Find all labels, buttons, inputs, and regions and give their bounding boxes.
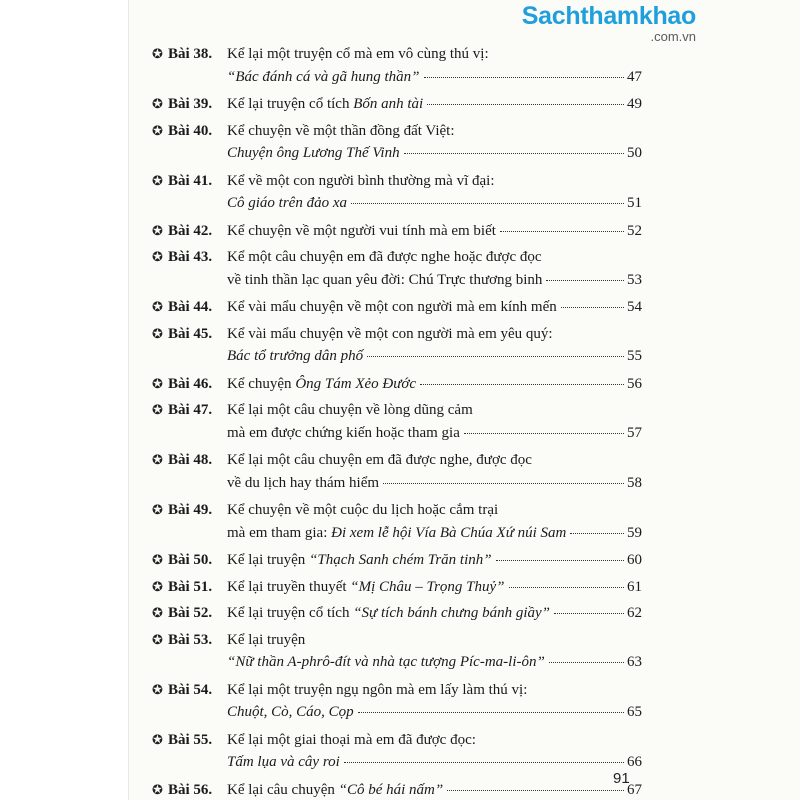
toc-entry (152, 448, 642, 498)
toc-entry-continuation-line (152, 422, 642, 446)
dot-leader (500, 231, 624, 232)
toc-entry-continuation-line (152, 269, 642, 293)
watermark-domain: .com.vn (496, 30, 696, 43)
star-bullet-icon: ✪ (152, 601, 168, 625)
lesson-story-title: “Cô bé hái nấm” (339, 782, 444, 798)
lesson-title (227, 701, 354, 725)
toc-entry-continuation-line (152, 192, 642, 216)
lesson-label: Bài 40. (168, 120, 227, 144)
dot-leader (358, 712, 624, 713)
toc-entry-first-line (152, 498, 642, 522)
toc-entry-continuation-line (152, 66, 642, 90)
toc-page-number: 56 (626, 373, 642, 397)
toc-entry (152, 728, 642, 778)
lesson-title (227, 373, 416, 397)
lesson-title-text: Kể chuyện về một thần đồng đất Việt: (227, 123, 455, 139)
lesson-title-prefix: Kể lại câu chuyện (227, 782, 339, 798)
toc-page-number: 52 (626, 220, 642, 244)
lesson-title (227, 220, 496, 244)
toc-entry-first-line (152, 448, 642, 472)
lesson-title (227, 779, 443, 803)
dot-leader (561, 307, 624, 308)
toc-entry (152, 398, 642, 448)
lesson-title (227, 422, 460, 446)
dot-leader (420, 384, 624, 385)
toc-entry-first-line (152, 119, 642, 143)
lesson-title-text: Kể lại một truyện ngụ ngôn mà em lấy làm thú vị: (227, 682, 527, 698)
toc-entry (152, 678, 642, 728)
lesson-title-text: mà em được chứng kiến hoặc tham gia (227, 425, 460, 441)
lesson-label: Bài 46. (168, 373, 227, 397)
lesson-title (227, 192, 347, 216)
lesson-title (227, 449, 532, 473)
toc-page-number: 66 (626, 751, 642, 775)
toc-entry-first-line (152, 575, 642, 599)
lesson-label: Bài 56. (168, 779, 227, 803)
lesson-label: Bài 39. (168, 93, 227, 117)
lesson-title (227, 66, 420, 90)
star-bullet-icon: ✪ (152, 169, 168, 193)
star-bullet-icon: ✪ (152, 778, 168, 802)
toc-page-number: 58 (626, 472, 642, 496)
toc-page-number: 57 (626, 422, 642, 446)
lesson-title (227, 729, 476, 753)
toc-page-number: 61 (626, 576, 642, 600)
toc-entry (152, 372, 642, 399)
dot-leader (509, 587, 624, 588)
lesson-title-prefix: Kể lại truyện (227, 552, 309, 568)
lesson-story-title: “Mị Châu – Trọng Thuỷ” (350, 579, 504, 595)
lesson-title (227, 142, 400, 166)
toc-entry (152, 575, 642, 602)
toc-entry-first-line (152, 548, 642, 572)
star-bullet-icon: ✪ (152, 322, 168, 346)
dot-leader (447, 790, 624, 791)
toc-entry-first-line (152, 728, 642, 752)
lesson-label: Bài 49. (168, 499, 227, 523)
star-bullet-icon: ✪ (152, 245, 168, 269)
lesson-title (227, 472, 379, 496)
lesson-label: Bài 38. (168, 43, 227, 67)
toc-entry (152, 601, 642, 628)
star-bullet-icon: ✪ (152, 219, 168, 243)
toc-entry-continuation-line (152, 751, 642, 775)
lesson-story-title: “Bác đánh cá và gã hung thần” (227, 69, 420, 85)
toc-page-number: 49 (626, 93, 642, 117)
toc-entry-first-line (152, 778, 642, 802)
lesson-title (227, 43, 489, 67)
star-bullet-icon: ✪ (152, 678, 168, 702)
lesson-title-prefix: Kể lại truyền thuyết (227, 579, 350, 595)
star-bullet-icon: ✪ (152, 92, 168, 116)
toc-entry (152, 498, 642, 548)
lesson-story-title: “Sự tích bánh chưng bánh giầy” (353, 605, 550, 621)
lesson-story-title: Bác tổ trưởng dân phố (227, 348, 363, 364)
star-bullet-icon: ✪ (152, 575, 168, 599)
toc-entry-continuation-line (152, 651, 642, 675)
toc-page-number: 59 (626, 522, 642, 546)
toc-entry-continuation-line (152, 345, 642, 369)
lesson-title (227, 269, 542, 293)
toc-entry-continuation-line (152, 142, 642, 166)
table-of-contents (152, 42, 642, 804)
lesson-story-title: Chuột, Cò, Cáo, Cọp (227, 704, 354, 720)
lesson-story-title: Chuyện ông Lương Thế Vinh (227, 145, 400, 161)
lesson-title-text: Kể chuyện về một người vui tính mà em biết (227, 223, 496, 239)
star-bullet-icon: ✪ (152, 398, 168, 422)
lesson-title-prefix: Kể lại truyện cổ tích (227, 96, 353, 112)
lesson-title-text: Kể lại truyện (227, 632, 305, 648)
toc-entry-first-line (152, 295, 642, 319)
lesson-label: Bài 42. (168, 220, 227, 244)
star-bullet-icon: ✪ (152, 628, 168, 652)
toc-entry (152, 322, 642, 372)
toc-entry-continuation-line (152, 701, 642, 725)
lesson-title-prefix: Kể chuyện (227, 376, 295, 392)
lesson-label: Bài 43. (168, 246, 227, 270)
lesson-label: Bài 47. (168, 399, 227, 423)
watermark-brand: Sachthamkhao (496, 4, 696, 29)
dot-leader (496, 560, 624, 561)
dot-leader (464, 433, 624, 434)
toc-entry (152, 219, 642, 246)
lesson-title-text: Kể lại một câu chuyện em đã được nghe, được đọc (227, 452, 532, 468)
toc-entry-first-line (152, 42, 642, 66)
lesson-label: Bài 51. (168, 576, 227, 600)
lesson-label: Bài 44. (168, 296, 227, 320)
toc-entry-first-line (152, 92, 642, 116)
dot-leader (546, 280, 624, 281)
dot-leader (344, 762, 624, 763)
lesson-title (227, 296, 557, 320)
dot-leader (424, 77, 625, 78)
lesson-story-title: Đi xem lễ hội Vía Bà Chúa Xứ núi Sam (331, 525, 566, 541)
dot-leader (549, 662, 624, 663)
toc-entry (152, 119, 642, 169)
toc-entry (152, 92, 642, 119)
dot-leader (383, 483, 624, 484)
star-bullet-icon: ✪ (152, 42, 168, 66)
lesson-title (227, 576, 505, 600)
lesson-title-text: Kể lại một truyện cổ mà em vô cùng thú vị: (227, 46, 489, 62)
lesson-title (227, 651, 545, 675)
star-bullet-icon: ✪ (152, 119, 168, 143)
lesson-label: Bài 50. (168, 549, 227, 573)
toc-entry-first-line (152, 372, 642, 396)
toc-page-number: 53 (626, 269, 642, 293)
lesson-title (227, 751, 340, 775)
lesson-label: Bài 52. (168, 602, 227, 626)
toc-entry-first-line (152, 628, 642, 652)
lesson-title (227, 629, 305, 653)
toc-entry (152, 42, 642, 92)
toc-entry-first-line (152, 601, 642, 625)
toc-entry (152, 245, 642, 295)
toc-page-number: 55 (626, 345, 642, 369)
toc-entry (152, 548, 642, 575)
lesson-title-prefix: Kể lại truyện cổ tích (227, 605, 353, 621)
toc-page-number: 65 (626, 701, 642, 725)
lesson-label: Bài 54. (168, 679, 227, 703)
toc-page-number: 54 (626, 296, 642, 320)
toc-entry-first-line (152, 169, 642, 193)
toc-entry-continuation-line (152, 522, 642, 546)
lesson-story-title: Cô giáo trên đảo xa (227, 195, 347, 211)
toc-entry (152, 295, 642, 322)
lesson-title (227, 323, 553, 347)
toc-page-number: 51 (626, 192, 642, 216)
star-bullet-icon: ✪ (152, 498, 168, 522)
toc-page-number: 60 (626, 549, 642, 573)
lesson-title (227, 522, 566, 546)
star-bullet-icon: ✪ (152, 548, 168, 572)
watermark-logo (496, 4, 696, 43)
lesson-title (227, 399, 473, 423)
toc-page-number: 62 (626, 602, 642, 626)
dot-leader (427, 104, 624, 105)
lesson-story-title: Bốn anh tài (353, 96, 423, 112)
toc-entry (152, 628, 642, 678)
star-bullet-icon: ✪ (152, 728, 168, 752)
dot-leader (570, 533, 624, 534)
lesson-story-title: “Thạch Sanh chém Trăn tinh” (309, 552, 492, 568)
toc-page-number: 67 (626, 779, 642, 803)
lesson-label: Bài 41. (168, 170, 227, 194)
lesson-title (227, 170, 495, 194)
lesson-title-text: Kể vài mẩu chuyện về một con người mà em kính mến (227, 299, 557, 315)
lesson-title-text: Kể lại một câu chuyện về lòng dũng cảm (227, 402, 473, 418)
lesson-label: Bài 45. (168, 323, 227, 347)
lesson-title-text: về tinh thần lạc quan yêu đời: Chú Trực thương binh (227, 272, 542, 288)
toc-page-number: 47 (626, 66, 642, 90)
lesson-title (227, 602, 550, 626)
lesson-title (227, 120, 455, 144)
toc-entry-first-line (152, 245, 642, 269)
toc-entry (152, 778, 642, 804)
toc-entry (152, 169, 642, 219)
lesson-title-prefix: mà em tham gia: (227, 525, 331, 541)
lesson-title-text: Kể vài mẩu chuyện về một con người mà em yêu quý: (227, 326, 553, 342)
toc-entry-continuation-line (152, 472, 642, 496)
lesson-story-title: “Nữ thần A-phrô-đít và nhà tạc tượng Píc-ma-li-ôn” (227, 654, 545, 670)
lesson-title-text: Kể một câu chuyện em đã được nghe hoặc được đọc (227, 249, 542, 265)
dot-leader (351, 203, 624, 204)
star-bullet-icon: ✪ (152, 295, 168, 319)
star-bullet-icon: ✪ (152, 448, 168, 472)
dot-leader (554, 613, 624, 614)
lesson-story-title: Tấm lụa và cây roi (227, 754, 340, 770)
lesson-label: Bài 55. (168, 729, 227, 753)
lesson-title (227, 679, 527, 703)
dot-leader (367, 356, 624, 357)
lesson-title-text: Kể về một con người bình thường mà vĩ đại: (227, 173, 495, 189)
page-number: 91 (613, 770, 630, 787)
lesson-story-title: Ông Tám Xẻo Đước (295, 376, 416, 392)
star-bullet-icon: ✪ (152, 372, 168, 396)
lesson-label: Bài 53. (168, 629, 227, 653)
lesson-label: Bài 48. (168, 449, 227, 473)
toc-page-number: 50 (626, 142, 642, 166)
lesson-title (227, 93, 423, 117)
lesson-title (227, 549, 492, 573)
lesson-title-text: Kể chuyện về một cuộc du lịch hoặc cắm trại (227, 502, 498, 518)
toc-entry-first-line (152, 678, 642, 702)
lesson-title (227, 499, 498, 523)
toc-entry-first-line (152, 322, 642, 346)
lesson-title (227, 345, 363, 369)
toc-entry-first-line (152, 219, 642, 243)
toc-page-number: 63 (626, 651, 642, 675)
lesson-title (227, 246, 542, 270)
toc-entry-first-line (152, 398, 642, 422)
dot-leader (404, 153, 624, 154)
lesson-title-text: về du lịch hay thám hiểm (227, 475, 379, 491)
lesson-title-text: Kể lại một giai thoại mà em đã được đọc: (227, 732, 476, 748)
